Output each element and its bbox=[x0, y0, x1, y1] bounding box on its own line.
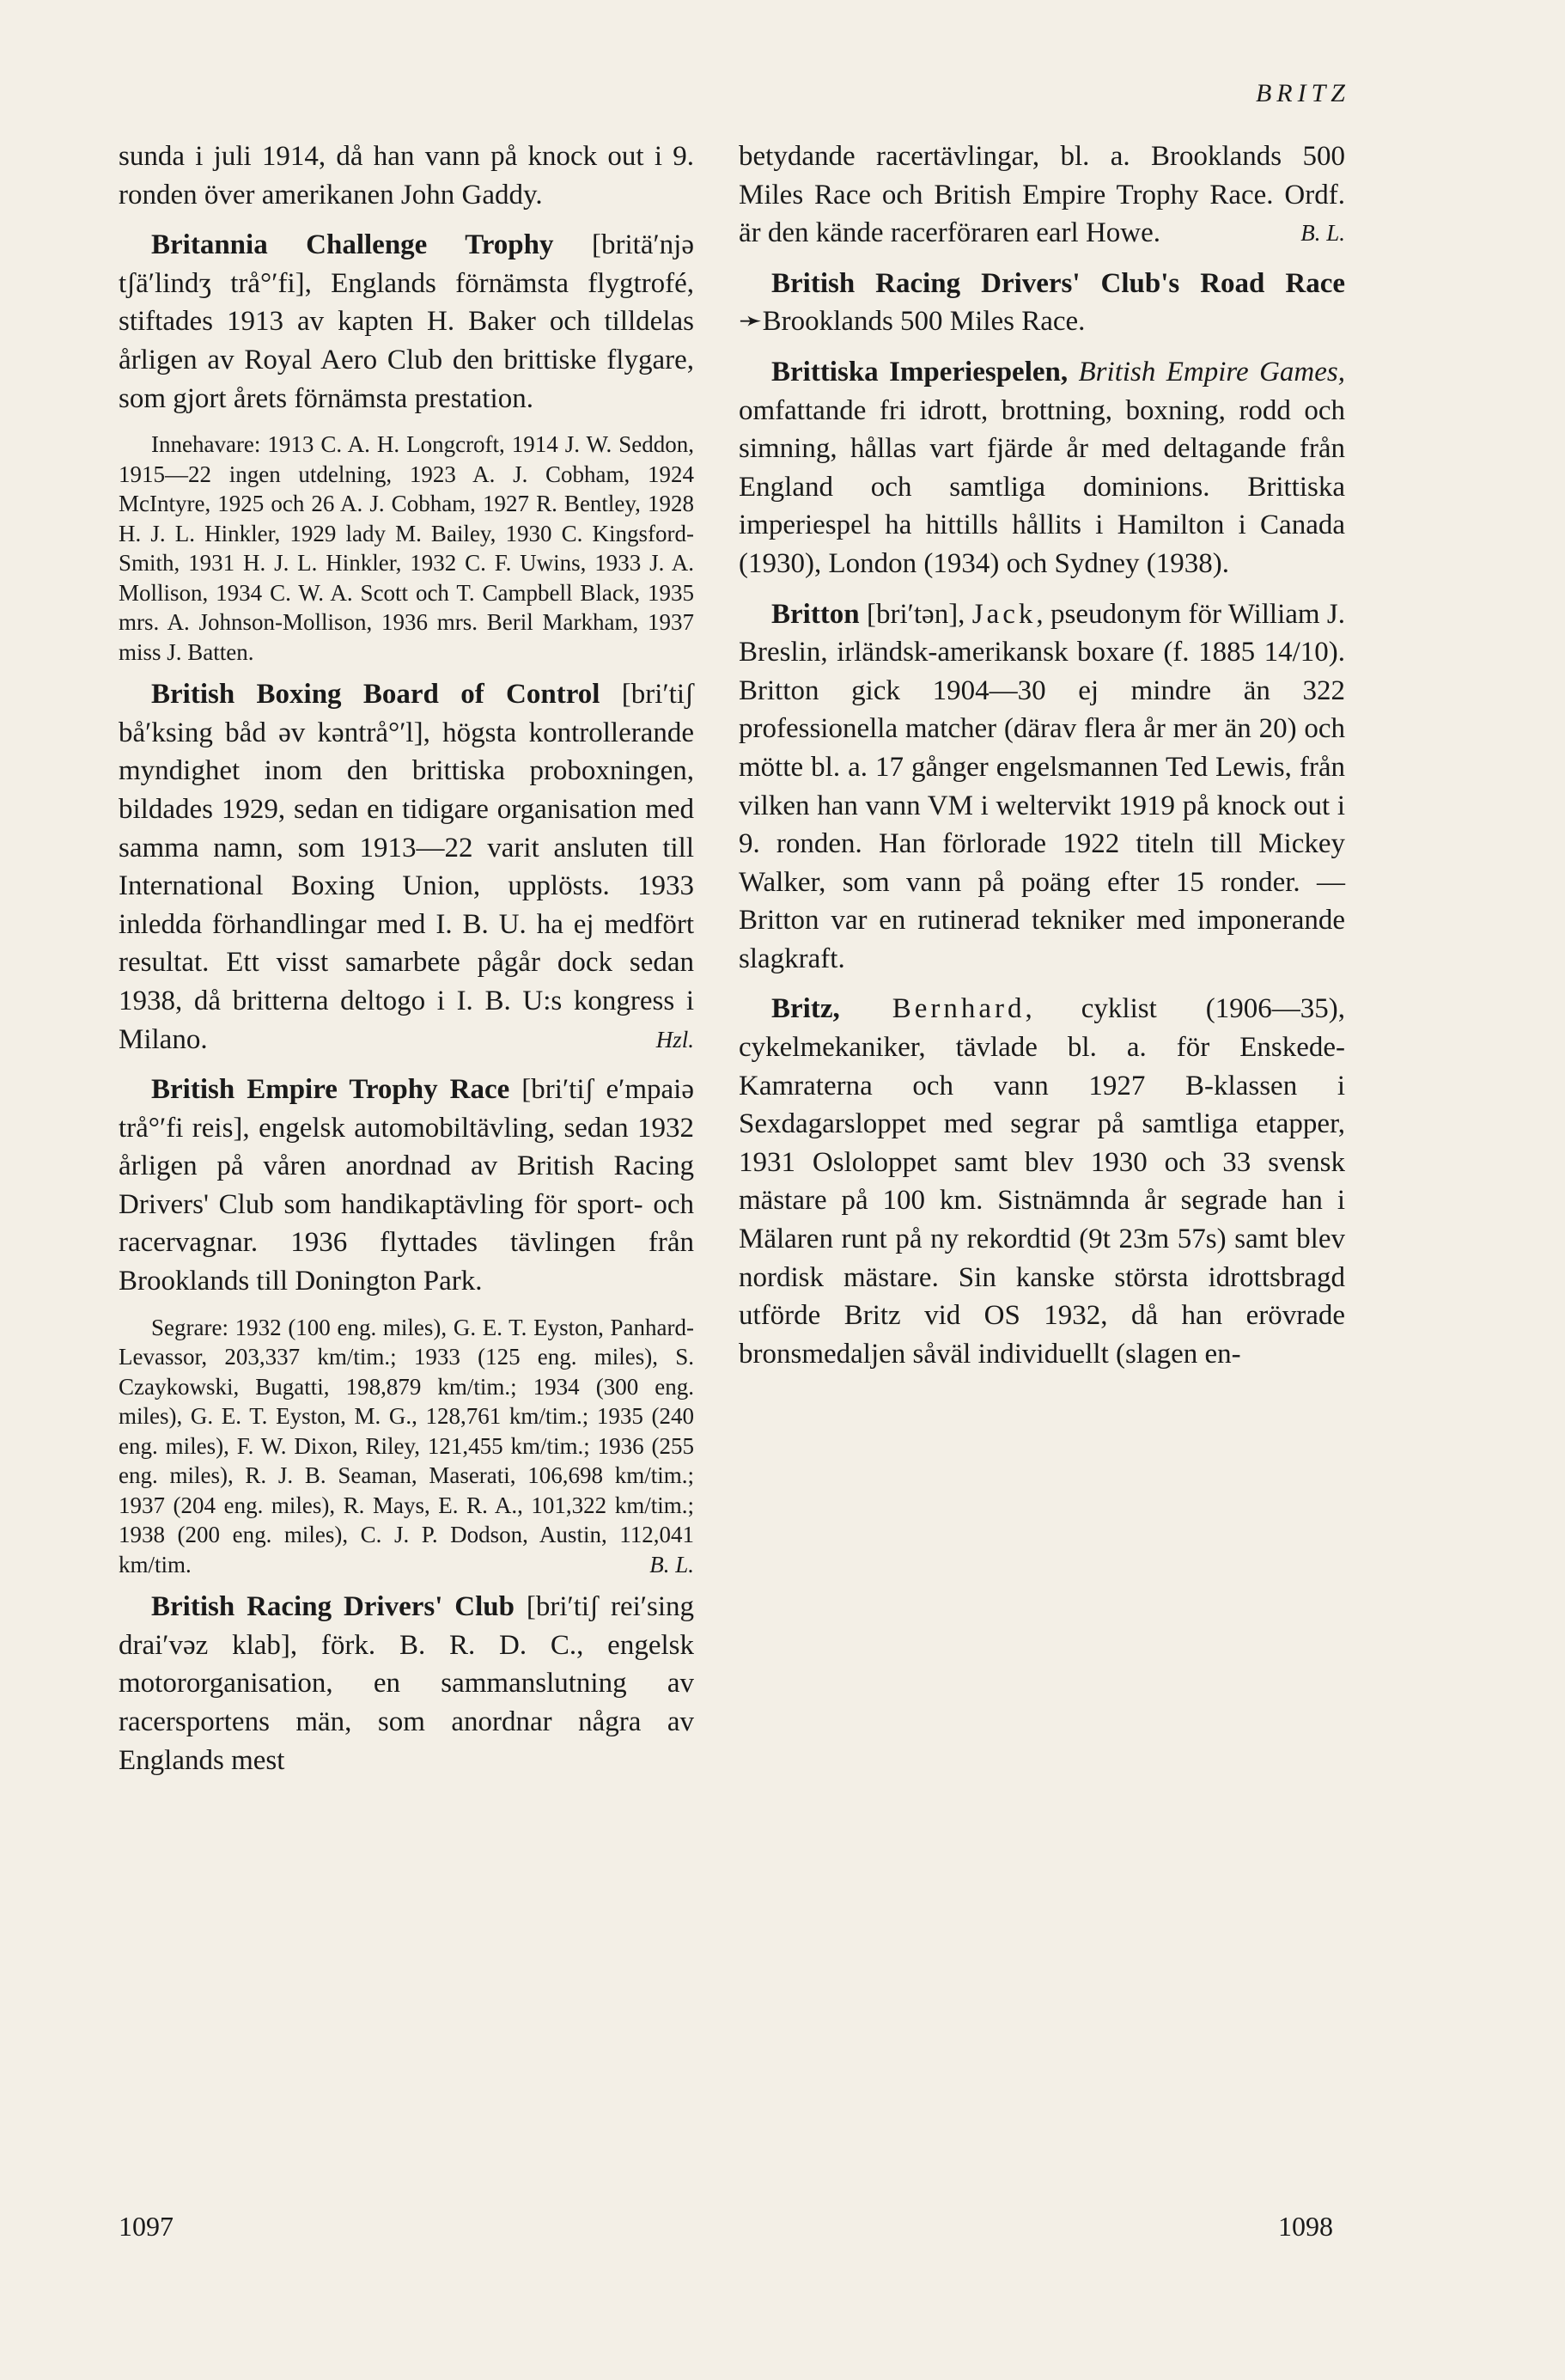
running-head: BRITZ bbox=[1255, 79, 1350, 107]
entry-text: [bri′tiʃ e′mpaiə trå°′fi reis], engelsk automobiltävling, sedan 1932 årligen på våren anordnad av British Racing Drivers' Club som handikaptävling för sport- och racervagnar. 1936 flyttades tävlingen från Brooklands till Donington Park. bbox=[119, 1074, 694, 1297]
page-number-right: 1098 bbox=[1278, 2211, 1333, 2242]
entry-boxing-board bbox=[119, 675, 694, 1059]
first-name: Jack bbox=[971, 598, 1037, 630]
entry-racing-drivers bbox=[119, 1588, 694, 1779]
headword: Britannia Challenge Trophy bbox=[151, 229, 554, 261]
entry-continuation bbox=[739, 137, 1345, 253]
headword: Britz, bbox=[771, 993, 840, 1025]
winners-list bbox=[119, 1313, 694, 1580]
entry-text: betydande racertävlingar, bl. a. Brooklands 500 Miles Race och British Empire Trophy Race. Ordf. är den kände racerföraren earl Howe. bbox=[739, 141, 1345, 249]
entry-text: [bri′tiʃ bå′ksing båd əv kəntrå°′l], högsta kontrollerande myndighet inom den brittiska proboxningen, bildades 1929, sedan en tidigare organisation med samma namn, som 1913—22 varit ansluten till International Boxing Union, upplösts. 1933 inledda förhandlingar med I. B. U. ha ej medfört resultat. Ett visst samarbete pågår dock sedan 1938, då britterna deltogo i I. B. U:s kongress i Milano. bbox=[119, 679, 694, 1055]
headword: British Empire Trophy Race bbox=[151, 1074, 510, 1106]
entry-continuation: sunda i juli 1914, då han vann på knock out i 9. ronden över amerikanen John Gaddy. bbox=[119, 141, 694, 211]
entry-text: , pseudonym för William J. Breslin, irländsk-amerikansk boxare (f. 1885 14/10). Britton gick 1904—30 ej mindre än 322 professionella matcher (därav flera år mer än 20) och mötte bl. a. 17 gånger engelsmannen Ted Lewis, från vilken han vann VM i weltervikt 1919 på knock out i 9. ronden. Han förlorade 1922 titeln till Mickey Walker, som vann på poäng efter 15 ronder. — Britton var en rutinerad tekniker med imponerande slagkraft. bbox=[739, 598, 1345, 974]
winners-text: Segrare: 1932 (100 eng. miles), G. E. T. Eyston, Panhard-Levassor, 203,337 km/tim.; 1933 (125 eng. miles), S. Czaykowski, Bugatti, 198,879 km/tim.; 1934 (300 eng. miles), G. E. T. Eyston, M. G., 128,761 km/tim.; 1935 (240 eng. miles), F. W. Dixon, Riley, 121,455 km/tim.; 1936 (255 eng. miles), R. J. B. Seaman, Maserati, 106,698 km/tim.; 1937 (204 eng. miles), R. Mays, E. R. A., 101,322 km/tim.; 1938 (200 eng. miles), C. J. P. Dodson, Austin, 112,041 km/tim. bbox=[119, 1314, 694, 1578]
left-column bbox=[119, 137, 694, 1791]
page-number-left: 1097 bbox=[119, 2211, 174, 2242]
signature: B. L. bbox=[649, 1551, 694, 1578]
entry-text: ➛Brooklands 500 Miles Race. bbox=[739, 306, 1086, 338]
entry-text: omfattande fri idrott, brottning, boxning, rodd och simning, hållas vart fjärde år med deltagande från England och samtliga dominions. Brittiska imperiespel ha hittills hållits i Hamilton i Canada (1930), London (1934) och Sydney (1938). bbox=[739, 394, 1345, 579]
headword: Brittiska Imperiespelen, bbox=[771, 356, 1069, 388]
entry-text: , cyklist (1906—35), cykelmekaniker, tävlade bl. a. för Enskede-Kamraterna och vann 1927 B-klassen i Sexdagarsloppet med segrar på samtliga etapper, 1931 Osloloppet samt blev 1930 och 33 svensk mästare på 100 km. Sistnämnda år segrade han i Mälaren runt på ny rekordtid (9t 23m 57s) samt blev nordisk mästare. Sin kanske största idrottsbragd utförde Britz vid OS 1932, då han erövrade bronsmedaljen såväl individuellt (slagen en- bbox=[739, 993, 1345, 1370]
headword: Britton bbox=[771, 598, 860, 630]
right-column bbox=[739, 137, 1345, 1385]
entry-text: [bri′tən], bbox=[859, 598, 972, 630]
entry-britz bbox=[739, 990, 1345, 1373]
entry-britton bbox=[739, 595, 1345, 979]
entry-text: [britä′njə tʃä′lindʒ trå°′fi], Englands förnämsta flygtrofé, stiftades 1913 av kapten H. Baker och tilldelas årligen av Royal Aero Club den brittiske flygare, som gjort årets förnämsta prestation. bbox=[119, 229, 694, 414]
english-name: British Empire Games, bbox=[1068, 356, 1345, 388]
signature: Hzl. bbox=[655, 1026, 694, 1053]
headword: British Racing Drivers' Club's Road Race bbox=[771, 267, 1345, 299]
entry-imperiespelen bbox=[739, 353, 1345, 583]
entry-empire-trophy bbox=[119, 1071, 694, 1301]
holders-list: Innehavare: 1913 C. A. H. Longcroft, 1914 J. W. Seddon, 1915—22 ingen utdelning, 1923 A. J. Cobham, 1924 McIntyre, 1925 och 26 A. J. Cobham, 1927 R. Bentley, 1928 H. J. L. Hinkler, 1929 lady M. Bailey, 1930 C. Kingsford-Smith, 1931 H. J. L. Hinkler, 1932 C. F. Uwins, 1933 J. A. Mollison, 1934 C. W. A. Scott och T. Campbell Black, 1935 mrs. A. Johnson-Mollison, 1936 mrs. Beril Markham, 1937 miss J. Batten. bbox=[119, 431, 694, 665]
first-name: Bernhard bbox=[839, 993, 1026, 1025]
entry-road-race bbox=[739, 265, 1345, 341]
signature: B. L. bbox=[1300, 220, 1345, 247]
headword: British Boxing Board of Control bbox=[151, 679, 600, 711]
headword: British Racing Drivers' Club bbox=[151, 1591, 515, 1623]
entry-britannia bbox=[119, 226, 694, 418]
entry-text: [bri′tiʃ rei′sing drai′vəz klab], förk. B. R. D. C., engelsk motororganisation, en sammanslutning av racersportens män, som anordnar några av Englands mest bbox=[119, 1591, 694, 1776]
